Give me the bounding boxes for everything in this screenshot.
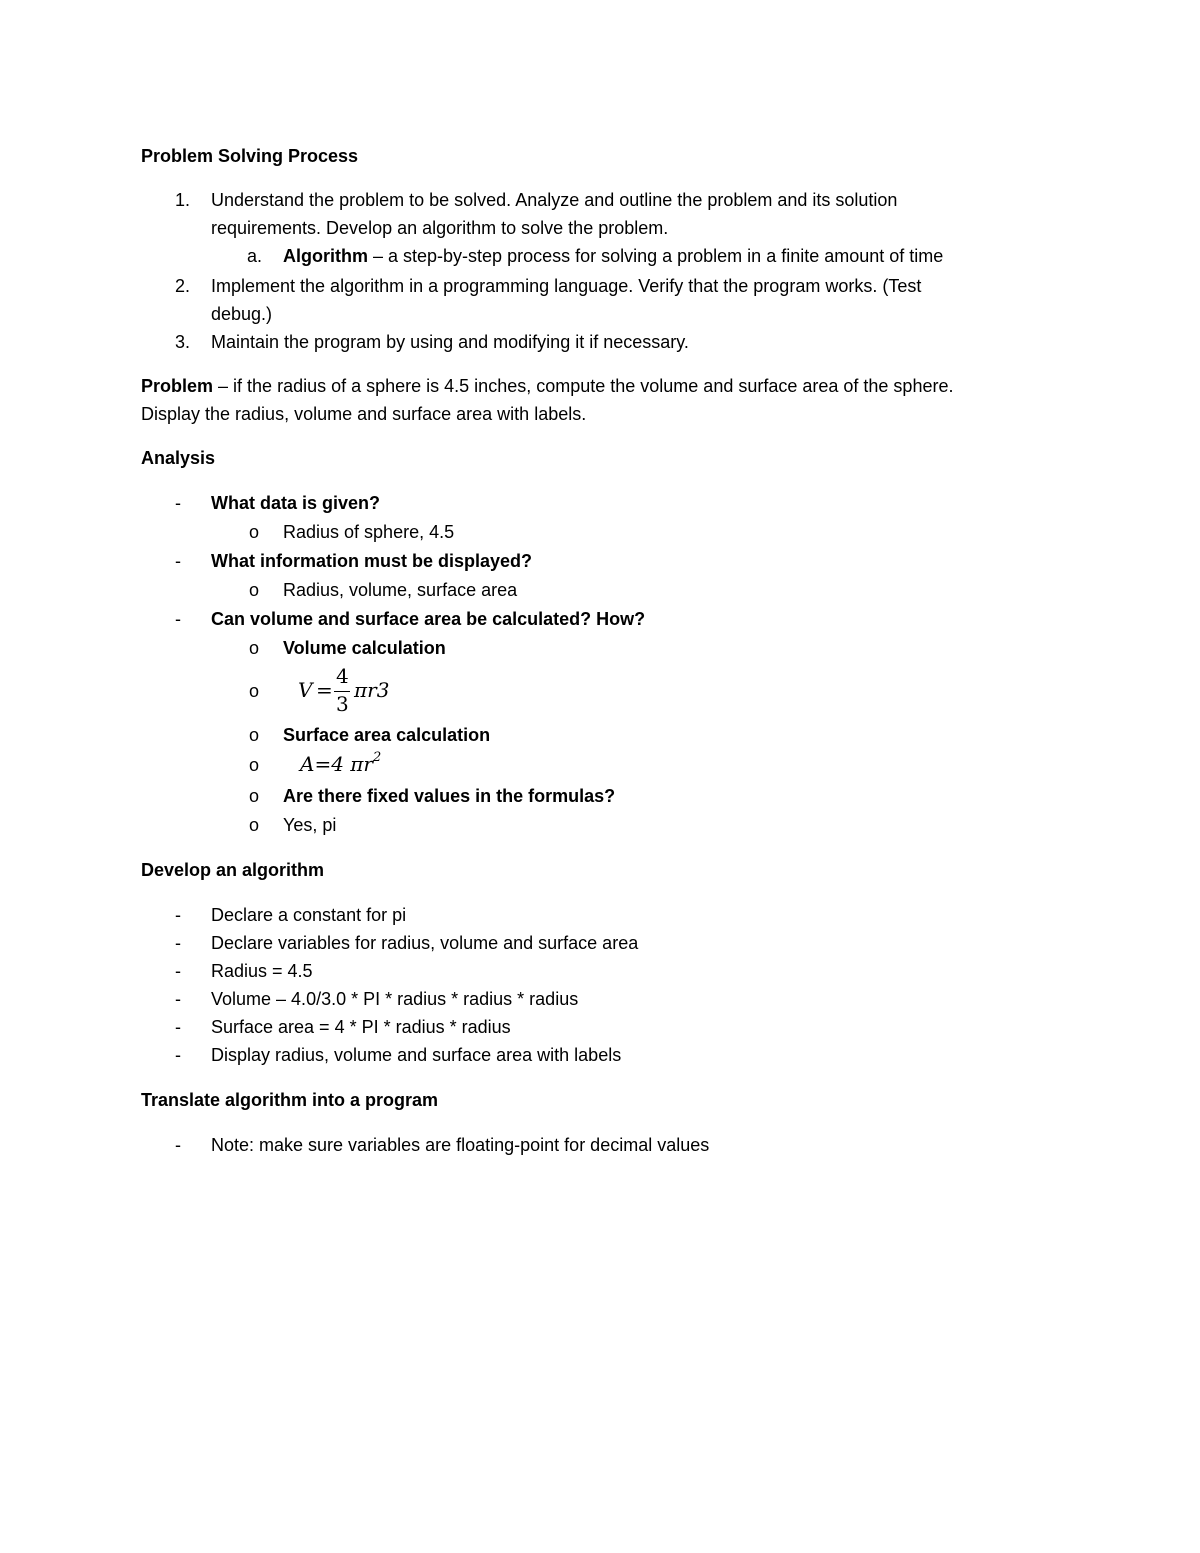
- circle-bullet: o: [249, 786, 260, 806]
- step-1a-text: [283, 244, 943, 268]
- step-2-text-line1: Implement the algorithm in a programming language. Verify that the program works. (Test: [211, 276, 922, 296]
- formula-variable-v: V: [298, 678, 313, 702]
- dash-bullet: -: [175, 1017, 181, 1037]
- step-1a-letter: a.: [247, 246, 263, 266]
- algorithm-term: Algorithm: [283, 246, 368, 266]
- circle-bullet: o: [249, 681, 260, 701]
- fraction-denominator: 3: [336, 692, 349, 716]
- step-2-number: 2.: [175, 276, 191, 296]
- area-formula-body: A=4 πr: [300, 752, 373, 776]
- formula-pi-r-cubed: πr3: [354, 678, 390, 702]
- circle-bullet: o: [249, 522, 260, 542]
- dash-bullet: -: [175, 933, 181, 953]
- question-calculation: Can volume and surface area be calculated? How?: [211, 609, 646, 629]
- volume-calculation-label: Volume calculation: [283, 638, 446, 658]
- question-info-displayed: What information must be displayed?: [211, 551, 533, 571]
- dash-bullet: -: [175, 1045, 181, 1065]
- algorithm-item: Declare variables for radius, volume and surface area: [211, 933, 639, 953]
- dash-bullet: -: [175, 1135, 181, 1155]
- step-3-text: Maintain the program by using and modifying it if necessary.: [211, 332, 689, 352]
- algorithm-item: Display radius, volume and surface area with labels: [211, 1045, 622, 1065]
- dash-bullet: -: [175, 989, 181, 1009]
- algorithm-item: Radius = 4.5: [211, 961, 313, 981]
- answer-info-displayed: Radius, volume, surface area: [283, 580, 518, 600]
- fixed-values-question: Are there fixed values in the formulas?: [283, 786, 616, 806]
- circle-bullet: o: [249, 755, 260, 775]
- step-1-text-line1: Understand the problem to be solved. Analyze and outline the problem and its solution: [211, 190, 898, 210]
- dash-bullet: -: [175, 961, 181, 981]
- fraction-numerator: 4: [336, 664, 349, 688]
- translate-note: Note: make sure variables are floating-point for decimal values: [211, 1135, 710, 1155]
- step-2-text-line2: debug.): [211, 304, 273, 324]
- section-heading-analysis: Analysis: [141, 448, 216, 468]
- formula-equals: =: [316, 678, 333, 702]
- section-heading-develop-algorithm: Develop an algorithm: [141, 860, 325, 880]
- answer-data-given: Radius of sphere, 4.5: [283, 522, 455, 542]
- dash-bullet: -: [175, 905, 181, 925]
- circle-bullet: o: [249, 725, 260, 745]
- circle-bullet: o: [249, 580, 260, 600]
- step-1-text-line2: requirements. Develop an algorithm to solve the problem.: [211, 218, 669, 238]
- surface-area-label: Surface area calculation: [283, 725, 491, 745]
- problem-term: Problem: [141, 376, 214, 396]
- dash-bullet: -: [175, 551, 181, 571]
- problem-statement-line2: Display the radius, volume and surface area with labels.: [141, 404, 587, 424]
- fixed-values-answer: Yes, pi: [283, 815, 337, 835]
- circle-bullet: o: [249, 638, 260, 658]
- area-formula-exponent: 2: [373, 750, 382, 765]
- step-1-number: 1.: [175, 190, 191, 210]
- step-3-number: 3.: [175, 332, 191, 352]
- surface-area-formula: [300, 752, 381, 776]
- dash-bullet: -: [175, 609, 181, 629]
- algorithm-definition: – a step-by-step process for solving a problem in a finite amount of time: [368, 246, 944, 266]
- algorithm-item: Declare a constant for pi: [211, 905, 407, 925]
- problem-statement-line1: [141, 374, 953, 398]
- section-heading-problem-solving: Problem Solving Process: [141, 146, 359, 166]
- algorithm-item: Volume – 4.0/3.0 * PI * radius * radius * radius: [211, 989, 579, 1009]
- algorithm-item: Surface area = 4 * PI * radius * radius: [211, 1017, 511, 1037]
- circle-bullet: o: [249, 815, 260, 835]
- section-heading-translate: Translate algorithm into a program: [141, 1090, 439, 1110]
- problem-text: – if the radius of a sphere is 4.5 inches, compute the volume and surface area of the sphere.: [213, 376, 954, 396]
- question-data-given: What data is given?: [211, 493, 381, 513]
- dash-bullet: -: [175, 493, 181, 513]
